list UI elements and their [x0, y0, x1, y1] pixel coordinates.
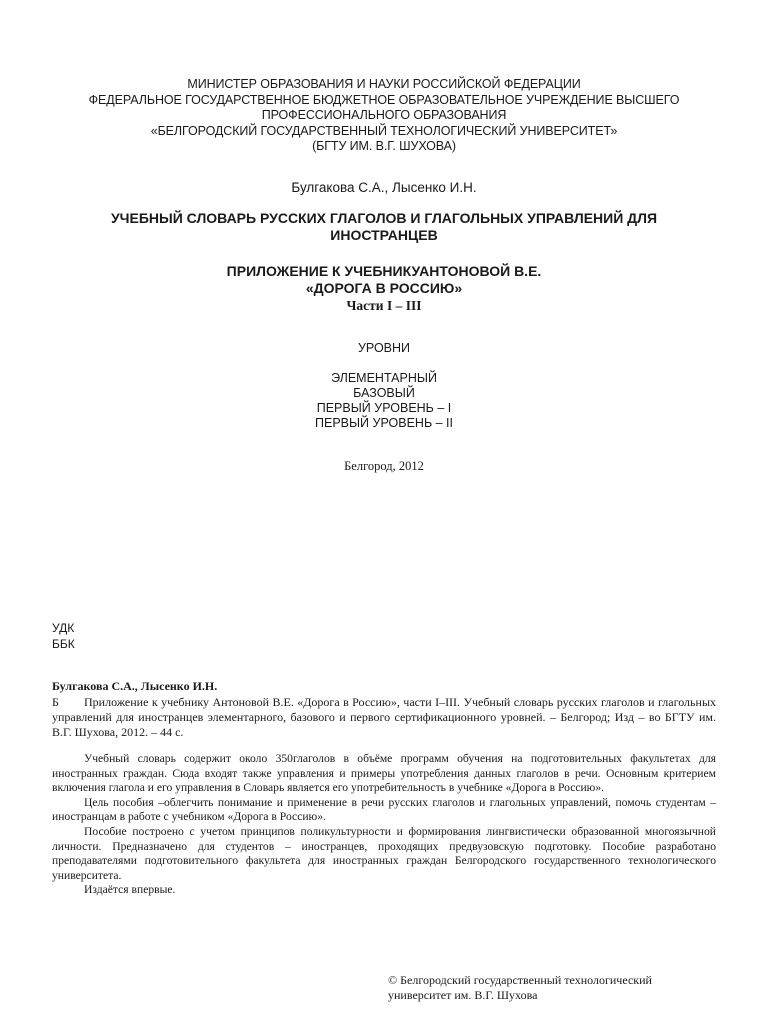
header-line-ministry: МИНИСТЕР ОБРАЗОВАНИЯ И НАУКИ РОССИЙСКОЙ ФЕДЕРАЦИИ [187, 77, 581, 91]
biblio-authors: Булгакова С.А., Лысенко И.Н. [52, 679, 218, 693]
level-item: БАЗОВЫЙ [353, 386, 415, 400]
header-line-university-abbr: (БГТУ ИМ. В.Г. ШУХОВА) [312, 139, 456, 153]
copyright-line: университет им. В.Г. Шухова [388, 988, 538, 1002]
header-line-institution-type: ФЕДЕРАЛЬНОЕ ГОСУДАРСТВЕННОЕ БЮДЖЕТНОЕ ОБРАЗОВАТЕЛЬНОЕ УЧРЕЖДЕНИЕ ВЫСШЕГО [88, 92, 680, 107]
levels-heading: УРОВНИ [357, 341, 411, 355]
bibliographic-record [52, 679, 716, 740]
header-line-education-level: ПРОФЕССИОНАЛЬНОГО ОБРАЗОВАНИЯ [261, 108, 507, 122]
header-line-university: «БЕЛГОРОДСКИЙ ГОСУДАРСТВЕННЫЙ ТЕХНОЛОГИЧЕСКИЙ УНИВЕРСИТЕТ» [150, 123, 618, 138]
institution-header [0, 77, 768, 155]
authors: Булгакова С.А., Лысенко И.Н. [291, 180, 477, 195]
annotation [52, 752, 716, 898]
udk-code: УДК [52, 621, 75, 635]
annotation-paragraph: Учебный словарь содержит около 350глаголов в объёме программ обучения на подготовительных факультетах для иностранных граждан. Сюда входят также управления и примеры употребления данных глаголов в речи. Основным критерием включения глагола и его управления в Словарь является его употребительность в учебнике «Дорога в Россию». [52, 752, 716, 795]
level-item: ЭЛЕМЕНТАРНЫЙ [331, 371, 437, 385]
biblio-entry [52, 695, 716, 740]
level-item: ПЕРВЫЙ УРОВЕНЬ – II [315, 416, 453, 430]
level-item: ПЕРВЫЙ УРОВЕНЬ – I [316, 401, 452, 415]
annotation-paragraph: Издаётся впервые. [84, 883, 176, 897]
document-title: УЧЕБНЫЙ СЛОВАРЬ РУССКИХ ГЛАГОЛОВ И ГЛАГОЛЬНЫХ УПРАВЛЕНИЙ ДЛЯ ИНОСТРАНЦЕВ [110, 210, 658, 243]
document-parts: Части I – III [346, 298, 422, 313]
copyright-line: © Белгородский государственный технологический [388, 973, 652, 987]
place-year: Белгород, 2012 [344, 459, 424, 473]
bbk-code: ББК [52, 637, 75, 651]
annotation-paragraph: Цель пособия –облегчить понимание и применение в речи русских глаголов и глагольных управлений, помочь студентам – иностранцам в работе с учебником «Дорога в Россию». [52, 795, 716, 824]
subtitle-line-textbook: «ДОРОГА В РОССИЮ» [305, 280, 463, 296]
annotation-paragraph: Пособие построено с учетом принципов поликультурности и формирования лингвистически образованной многоязычной личности. Предназначено для студентов – иностранцев, проходящих предвузовскую подготовку. Пособие разработано преподавателями подготовительного факультета для иностранных граждан Белгородского государственного технологического университета. [52, 824, 716, 882]
document-subtitle [0, 263, 768, 297]
copyright-notice [388, 973, 718, 1003]
subtitle-line-appendix: ПРИЛОЖЕНИЕ К УЧЕБНИКУАНТОНОВОЙ В.Е. [226, 263, 542, 279]
classification-codes [52, 620, 75, 652]
levels-list [0, 371, 768, 431]
author-sign-letter: Б [52, 695, 59, 709]
biblio-entry-text: Приложение к учебнику Антоновой В.Е. «Дорога в Россию», части I–III. Учебный словарь русских глаголов и глагольных управлений для иностранцев элементарного, базового и первого сертификационного уровней. – Белгород; Изд – во БГТУ им. В.Г. Шухова, 2012. – 44 с. [52, 695, 716, 739]
